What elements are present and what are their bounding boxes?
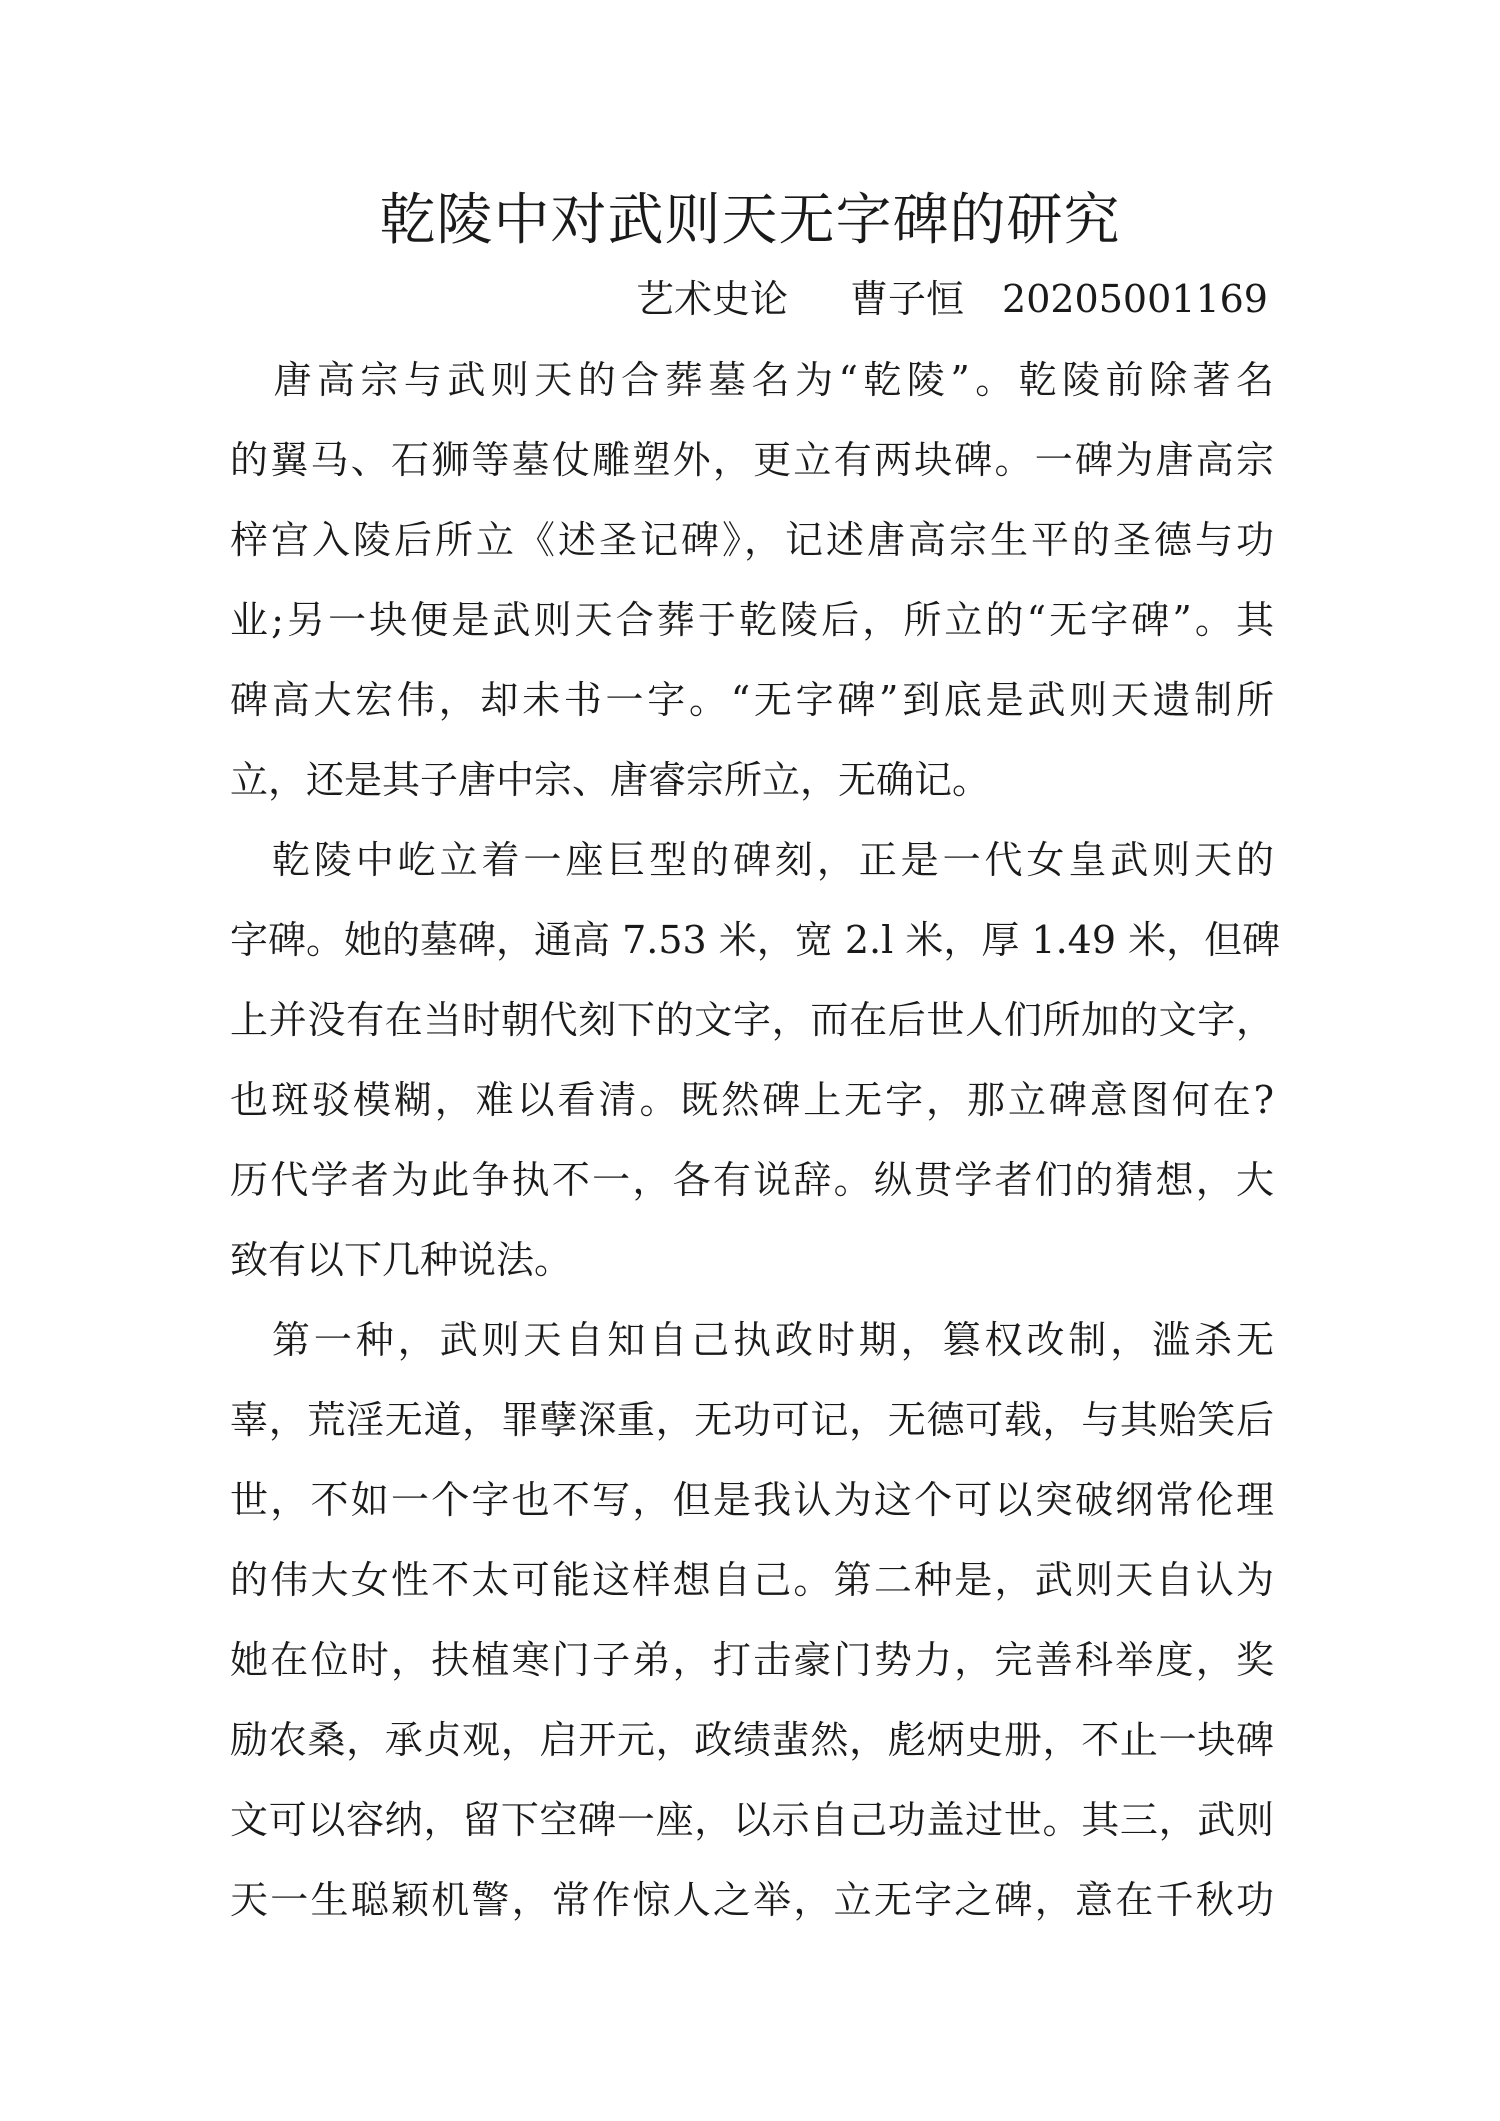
body-line: 碑高大宏伟，却未书一字。“无字碑”到底是武则天遗制所 [230,678,1274,722]
body-line: 梓宫入陵后所立《述圣记碑》，记述唐高宗生平的圣德与功 [230,518,1274,562]
body-line: 致有以下几种说法。 [230,1238,573,1282]
body-line: 业;另一块便是武则天合葬于乾陵后，所立的“无字碑”。其 [230,598,1274,642]
author-name: 曹子恒 [850,277,965,321]
body-line: 的伟大女性不太可能这样想自己。第二种是，武则天自认为 [230,1558,1274,1602]
body-line: 天一生聪颖机警，常作惊人之举，立无字之碑，意在千秋功 [230,1878,1274,1922]
body-line: 历代学者为此争执不一，各有说辞。纵贯学者们的猜想，大 [230,1158,1274,1202]
body-line: 文可以容纳，留下空碑一座，以示自己功盖过世。其三，武则 [230,1798,1274,1842]
body-line: 励农桑，承贞观，启开元，政绩蜚然，彪炳史册，不止一块碑 [230,1718,1274,1762]
body-line: 第一种，武则天自知自己执政时期，篡权改制，滥杀无 [230,1318,1274,1362]
body-line: 字碑。她的墓碑，通高 7.53 米，宽 2.l 米，厚 1.49 米，但碑 [230,918,1281,962]
body-line: 她在位时，扶植寒门子弟，打击豪门势力，完善科举度，奖 [230,1638,1274,1682]
body-line: 世，不如一个字也不写，但是我认为这个可以突破纲常伦理 [230,1478,1274,1522]
body-line: 上并没有在当时朝代刻下的文字，而在后世人们所加的文字， [230,998,1274,1042]
course-name: 艺术史论 [636,277,789,321]
body-line: 也斑驳模糊，难以看清。既然碑上无字，那立碑意图何在? [230,1078,1274,1122]
body-line: 乾陵中屹立着一座巨型的碑刻，正是一代女皇武则天的 [230,838,1274,882]
student-id: 20205001169 [1002,277,1268,321]
body-line: 唐高宗与武则天的合葬墓名为“乾陵”。乾陵前除著名 [230,358,1274,402]
body-line: 的翼马、石狮等墓仗雕塑外，更立有两块碑。一碑为唐高宗 [230,438,1274,482]
document-title: 乾陵中对武则天无字碑的研究 [379,188,1121,253]
body-line: 辜，荒淫无道，罪孽深重，无功可记，无德可载，与其贻笑后 [230,1398,1274,1442]
byline [636,274,1268,324]
body-line: 立，还是其子唐中宗、唐睿宗所立，无确记。 [230,758,991,802]
